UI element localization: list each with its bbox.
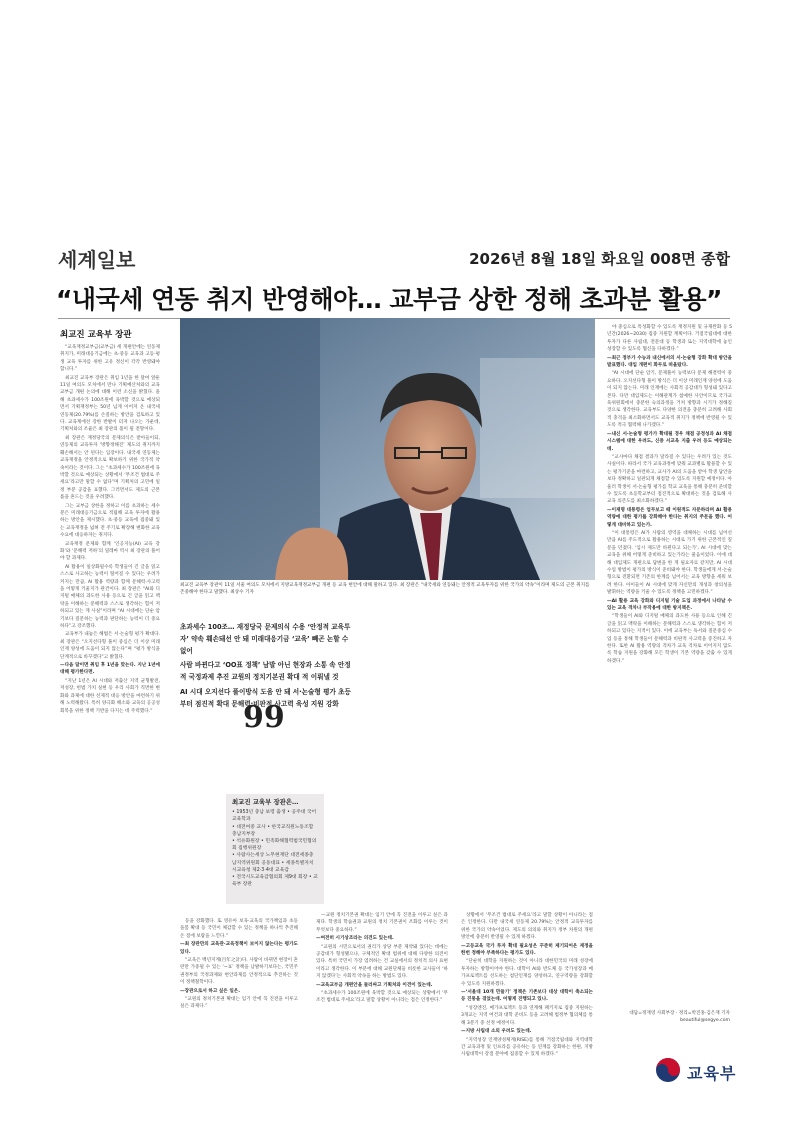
interview-question: —장관으로서 하고 싶은 일은.	[180, 988, 240, 994]
interview-question: —내신 서·논술형 평가가 확대될 경우 채점 공정성과 AI 채점 시스템에 대한 우려도, 신중 서교육 지출 우려 등도 예상되는데.	[607, 431, 732, 452]
interview-question: —고등교육 국가 투자 확대 필요성은 꾸준히 제기되어온 재정을 한번 정해야 부족하다는 평가도 있다.	[461, 943, 593, 957]
photo-credit: 최상수 기자	[230, 589, 254, 595]
paragraph: 최 장관은 재정당국의 문제의식은 받아들이되, 연동제의 교육투자 ‘방향정해진’ 제도의 취지까지 훼손해서는 안 된다는 입장이다. 내국세 연동제는 교육재정을 안정적으로 확보하기 위한 국가적 약속이라는 것이다. 그는 “초과세수가 100조원에 육박할 것으로 예상되는 상황에서 ‘무조건 법대로 주세요’라고만 말할 수 없다”며 기획처의 고민에 일정 부분 공감을 표했다. 그러면서도 제도의 근본 틀을 흔드는 것을 우려했다.	[60, 435, 160, 501]
profile-line: • 대전여중 교사 • 한국교직원노동조합 충남지부장	[232, 824, 314, 837]
edition-info: 2026년 8월 18일 화요일 008면 종합	[469, 250, 730, 268]
paragraph: 야 중심으로 특성화할 수 있도록 재정지원 및 규제완화 등 5년간(2026~2030) 집중 지원할 계획이다. 거점국립대에 대한 투자가 다른 사립대, 전문대 등 학생과 또는 지역대학에 놓인 성장할 수 있도록 협신을 다하겠다.”	[607, 325, 732, 353]
ministry-name: 교육부	[687, 1064, 737, 1083]
paragraph: 등을 강화했다. 또 영유아 보육·교육의 국가책임과 초등돌봄 확대 등 국민이 체감할 수 있는 정책을 하나씩 추진해 온 점에 보람을 느낀다.”	[180, 919, 298, 939]
reporter-credit	[625, 1010, 730, 1024]
paragraph: “이 대통령은 AI가 사람의 영역을 대체하는 시대를 넘어선 만큼 AI를 주도적으로 활용하는 시대로 가기 위한 근본적인 질문을 던졌다. ‘입시 제도만 바뀐다고 되는가’, AI 시대에 맞는 교육을 위해 어떻게 준비하고 있는가라는 물음이었다. 이에 대해 대입제도 개편으로 답변을 한 게 필요자료 같지만, AI 시대 수업 방법이 평가의 방식이 준비돼야 한다. 학생들에게 서·논술형으로 전환되면 기존의 한계를 넘어서는 교육 방향을 세워 보려 한다. 아이들이 AI 시대에 맞게 자신만의 개성과 창의성을 발휘하는 역량을 키울 수 있도록 정책을 고민하겠다.”	[607, 530, 732, 596]
paragraph: 상황에서 ‘무조건 법대로 주세요’라고 말할 상황이 아니라는 점은 인정한다. 다만 내국세 연동제 20.79%는 안정적 교육투자를 위한 국가의 약속이었다. 제도의 의의와 취지가 정부 차원의 개편 방안에 충분히 반영될 수 있게 하겠다.	[461, 913, 593, 941]
taegeuk-emblem-icon	[655, 1057, 681, 1083]
article-column-5	[607, 324, 732, 1008]
byline: 최교진 교육부 장관	[60, 330, 132, 340]
photo-caption	[180, 583, 595, 596]
paragraph: 그는 교부금 상한을 정하고 이를 초과하는 세수분은 미래대응기금으로 적립해 교육 투자에 활용하는 방안을 제시했다. 초·중등 교육에 집중돼 있는 교육재정을 넓혀 전 주기로 확장해 변화한 교육 수요에 대응하자는 취지다.	[60, 503, 160, 539]
interview-question: —다음 달이면 취임 후 1년을 맞는다. 지난 1년에 대해 평가한다면.	[60, 663, 160, 676]
article-column-1	[60, 344, 160, 1088]
interview-question: —교육교부금 개편안을 둘러싸고 기획처와 이견이 있는데.	[316, 982, 433, 988]
interview-question: —최근 정부가 수능과 내신에서의 서·논술형 강화 확대 방안을 발표했다. 대입 개편이 화두로 떠올랐다.	[607, 355, 732, 369]
paragraph: “학생들이 AI와 디지털 매체의 과도한 사용 등으로 인해 긴 글을 읽고 맥락을 이해하는 문해력과 스스로 생각하는 힘이 저하되고 있다는 지적이 있다. 이에 교육부는 독서와 질문중심 수업 등을 통해 학생들이 문해력과 비판적 사고력을 증진하고 자 한다. 또한 AI 활용 역량의 격차가 교육 격차로 이어지지 않도록 학습 지원을 강화해 모든 학생이 기본 역량을 갖출 수 있게 하겠다.”	[607, 614, 732, 664]
caption-text: 최교진 교육부 장관이 11일 서울 여의도 모처에서 지방교육재정교부금 개편 등 교육 현안에 대해 말하고 있다. 최 장관은 “내국세와 연동돼는 안정적 교육투자를 위한 국가의 약속”이라며 제도의 근본 취지를 존중해야 한다고 말했다.	[180, 583, 590, 595]
minister-photo	[180, 318, 595, 580]
masthead	[58, 244, 730, 274]
paragraph: —교원 정치기본권 확대는 임기 안에 꼭 진전을 이루고 싶은 과제다. 학생의 학습권과 교원의 정치 기본권이 조화를 이루는 것이 무엇보다 중요하다.”	[316, 913, 448, 933]
interview-question: —지방 사립대 소외 우려도 있는데.	[461, 1029, 532, 1035]
key-point: AI 시대 오지선다 풀이방식 도움 안 돼 서·논술형 평가 초등부터 점진적 확대 문해력·비판적 사고력 육성 지원 강화	[180, 687, 351, 708]
paragraph: 최교진 교육부 장관은 취임 1년을 한 달여 앞둔 11일 여의도 모처에서 만나 기획예산처와의 교육교부금 개편 논의에 대해 이런 소신을 밝혔다. 올해 초과세수가 100조원에 육박할 것으로 예상되면서 기획재정부는 50년 넘게 이어져 온 내국세 연동제(20.79%)를 손질하는 방안을 검토하고 있다. 교육계에선 강한 반발이 터져 나오는 가운데, 기획처와의 조율은 최 장관의 몫이 될 전망이다.	[60, 375, 160, 433]
paragraph: “성장엔진, 메가프로젝트 등과 연계해 패키지로 집중 지원하는 3개교는 지역 여건과 대학 준비도 등을 고려해 범정부 협의체를 통해 3분기 중 선정 예정이다.	[461, 1005, 593, 1026]
headline: “내국세 연동 취지 반영해야… 교부금 상한 정해 초과분 활용”	[56, 285, 722, 314]
profile-title: 최교진 교육부 장관은…	[232, 798, 299, 806]
newspaper-logo: 세계일보	[58, 248, 136, 272]
profile-line: • 전국시도교육감협의회 제9대 회장 • 교육부 장관	[232, 875, 318, 888]
paragraph: “교원의 시민으로서의 권리가 상당 부분 제약돼 있다는 데에는 공감대가 형성됐으나, 구체적인 확대 범위에 대해 다양한 의견이 있다. 특히 국민이 가장 염려하는 건 교실에서의 정치적 의사 표현이라고 생각한다. 이 부분에 대해 교원단체들 비롯한 교사들이 ‘하지 않겠다’는 사회적 약속을 하는 방법도 있다.	[316, 944, 448, 980]
interview-question: —최 장관만의 교육관·교육정책이 보이지 않는다는 평가도 있다.	[180, 942, 298, 955]
interview-question: —AI 활용 교육 강화와 디지털 기술 도입 과정에서 나타날 수 있는 교육 격차나 부작용에 대한 방지책은.	[607, 598, 732, 612]
article-column-3	[316, 912, 448, 1088]
profile-line: • 사람사는세상 노무현재단 대전세종충남지역위원회 공동대표 • 세종특별자치시교육청 제2·3·4대 교육감	[232, 853, 314, 873]
interview-question: —‘서울대 10개 만들기’ 정책은 기존보다 대상 대학이 축소되는 등 진통을 겪었는데. 어떻게 진행되고 있나.	[461, 990, 593, 1003]
paragraph: “교육재정교부금(교부금) 세 개편안에는 연동제 취지가, 미래대응기금에는 초·중등 교육과 고등·평생 교육 투자를 위한 고유 정신이 각각 반영돼야 합니다.”	[60, 345, 160, 373]
paragraph: “교육은 백년지계(百年之計)다. 사람이 바뀌면 현장이 혼란만 가중될 수 있는 ‘~표’ 정책을 남발하기보다는, 국민주권정부의 국정과제와 현안과제를 안정적으로 추진하는 것이 정책철학이다.	[180, 958, 298, 986]
paragraph: “교원의 정치기본권 확대는 임기 안에 꼭 진전을 이루고 싶은 과제다.”	[180, 997, 298, 1010]
paragraph: “AI 시대에 단순 암기, 문제풀이 능력보다 문제 해결력이 중요하다. 오지선다형 풀이 방식은 더 이상 미래인재 양성에 도움이 되지 않는다. 미래 인재에는 사회적 공감대가 형성돼 있다고 본다. 다만 대입제도는 이해관계가 첨예한 사안이므로 국가교육위원회에서 충분한 숙의과정을 거쳐 방향과 시기가 정해질 것으로 생각한다. 교육부도 다양한 의견을 충분히 고려해 사회적 충격을 최소화하면서도 교육적 취지가 정책에 반영될 수 있도록 적극 협력해 나가겠다.”	[607, 371, 732, 429]
interview-question: —여전히 시기상조라는 의견도 있는데.	[316, 936, 394, 942]
reporter-email: beautiful@segye.com	[680, 1018, 730, 1023]
paragraph: 교육부가 내놓은 해법은 서·논술형 평가 확대다. 최 장관은 “오지선다형 풀이 중심은 더 이상 미래인재 양성에 도움이 되지 않는다”며 “평가 방식을 단계적으로 바꾸겠다”고 밝혔다.	[60, 632, 160, 660]
key-point: 초과세수 100조… 재정당국 문제의식 수용 ‘안정적 교육투자’ 약속 훼손돼선 안 돼 미래대응기금 ‘교육’ 빼곤 논할 수 없어	[180, 623, 351, 655]
profile-line: • 석유화원장 • 민족화해협력범국민협의회 집행위원장	[232, 839, 317, 852]
paragraph: “지난 1년은 AI 시대와 저출산 지역 균형발전, 저성장, 헌법 가치 실현 등 우리 사회가 직면한 변화와 과제에 대한 선제적 대응 방안을 마련하기 위해 노력해왔다. 특히 양극화 해소와 교육의 공공성 회복을 위한 정책 기반을 다지는 데 주력했다.”	[60, 678, 160, 714]
ministry-logo	[655, 1055, 755, 1085]
paragraph: “초과세수가 100조원에 육박할 것으로 예상되는 상황에서 ‘무조건 법대로 주세요’라고 말할 상황이 아니라는 점은 인정한다.”	[316, 991, 448, 1004]
paragraph: “지역성장 인재양성체계(RISE)를 통해 거점국립대와 지역대학 간 교육과정 및 인프라를 공유하는 등 연계를 강화하는 한편, 지방 사립대학이 강점 분야에 집중할 수 있게 하겠다.”	[461, 1037, 593, 1058]
quote-mark-icon: 99	[243, 700, 285, 735]
paragraph: AI 활용이 일상화될수록 학생들이 긴 글을 읽고 스스로 사고하는 능력이 떨어질 수 있다는 우려가 커지는 만큼, AI 활용 역량과 함께 문해력·사고력을 어떻게 키울지가 관건이다. 최 장관은 “AI와 디지털 매체의 과도한 사용 등으로 긴 글을 읽고 맥락을 이해하는 문해력과 스스로 생각하는 힘이 저하되고 있는 게 사실”이라며 “AI 시대에는 단순 암기보다 질문하는 능력과 판단하는 능력이 더 중요하다”고 강조했다.	[60, 564, 160, 630]
article-column-2	[180, 918, 298, 1088]
profile-box	[226, 794, 324, 904]
paragraph: 교육재정 문제와 함께 ‘인공지능(AI) 교육 강화’와 ‘문해력 저하’의 딜레마 역시 최 장관의 풀어야 할 과제다.	[60, 541, 160, 562]
paragraph: “교사마다 채점 결과가 달라질 수 있다는 우려가 있는 것도 사실이다. 따라서 국가 교육과정에 맞춰 교과별로 활용할 수 있는 평가기준을 마련하고, 교사가 AI의 도움을 받아 학생 답안을 보다 정확하고 일관되게 채점할 수 있도록 지원할 예정이다. 아울러 학생이 서·논술형 평가를 학교 교육을 통해 충분히 준비할 수 있도록 초등학교부터 점진적으로 확대하는 것을 검토해 사교육 의존도를 최소화하겠다.”	[607, 454, 732, 505]
reporter-names: 대담=정재영 사회부장 · 정리=박진홍·김은재 기자	[629, 1011, 730, 1016]
photo-illustration	[180, 318, 595, 580]
paragraph: “단순히 대학을 지원하는 것이 아니라 대한민국의 미래 성장에 투자하는 방향이어야 한다. 대학이 AI와 반도체 등 국가성장과 메가프로젝트를 선도하는 첨단인재를 양성하고, 연구역량을 강화할 수 있도록 지원하겠다.	[461, 959, 593, 987]
interview-question: —이재명 대통령은 업무보고 때 이원적도 자문하라며 AI 활용 역량에 대한 평가를 강화해야 한다는 취지의 주문을 했다. 어떻게 대비하고 있는가.	[607, 507, 732, 528]
article-column-4	[461, 912, 593, 1088]
profile-line: • 1953년 충남 보령 출생 • 공주대 국어교육학과	[232, 810, 317, 823]
key-point: 사람 바뀐다고 ‘OO표 정책’ 남발 아닌 현장과 소통 속 안정적 국정과제 추진 교원의 정치기본권 확대 적 이뤄낼 것	[180, 661, 351, 682]
